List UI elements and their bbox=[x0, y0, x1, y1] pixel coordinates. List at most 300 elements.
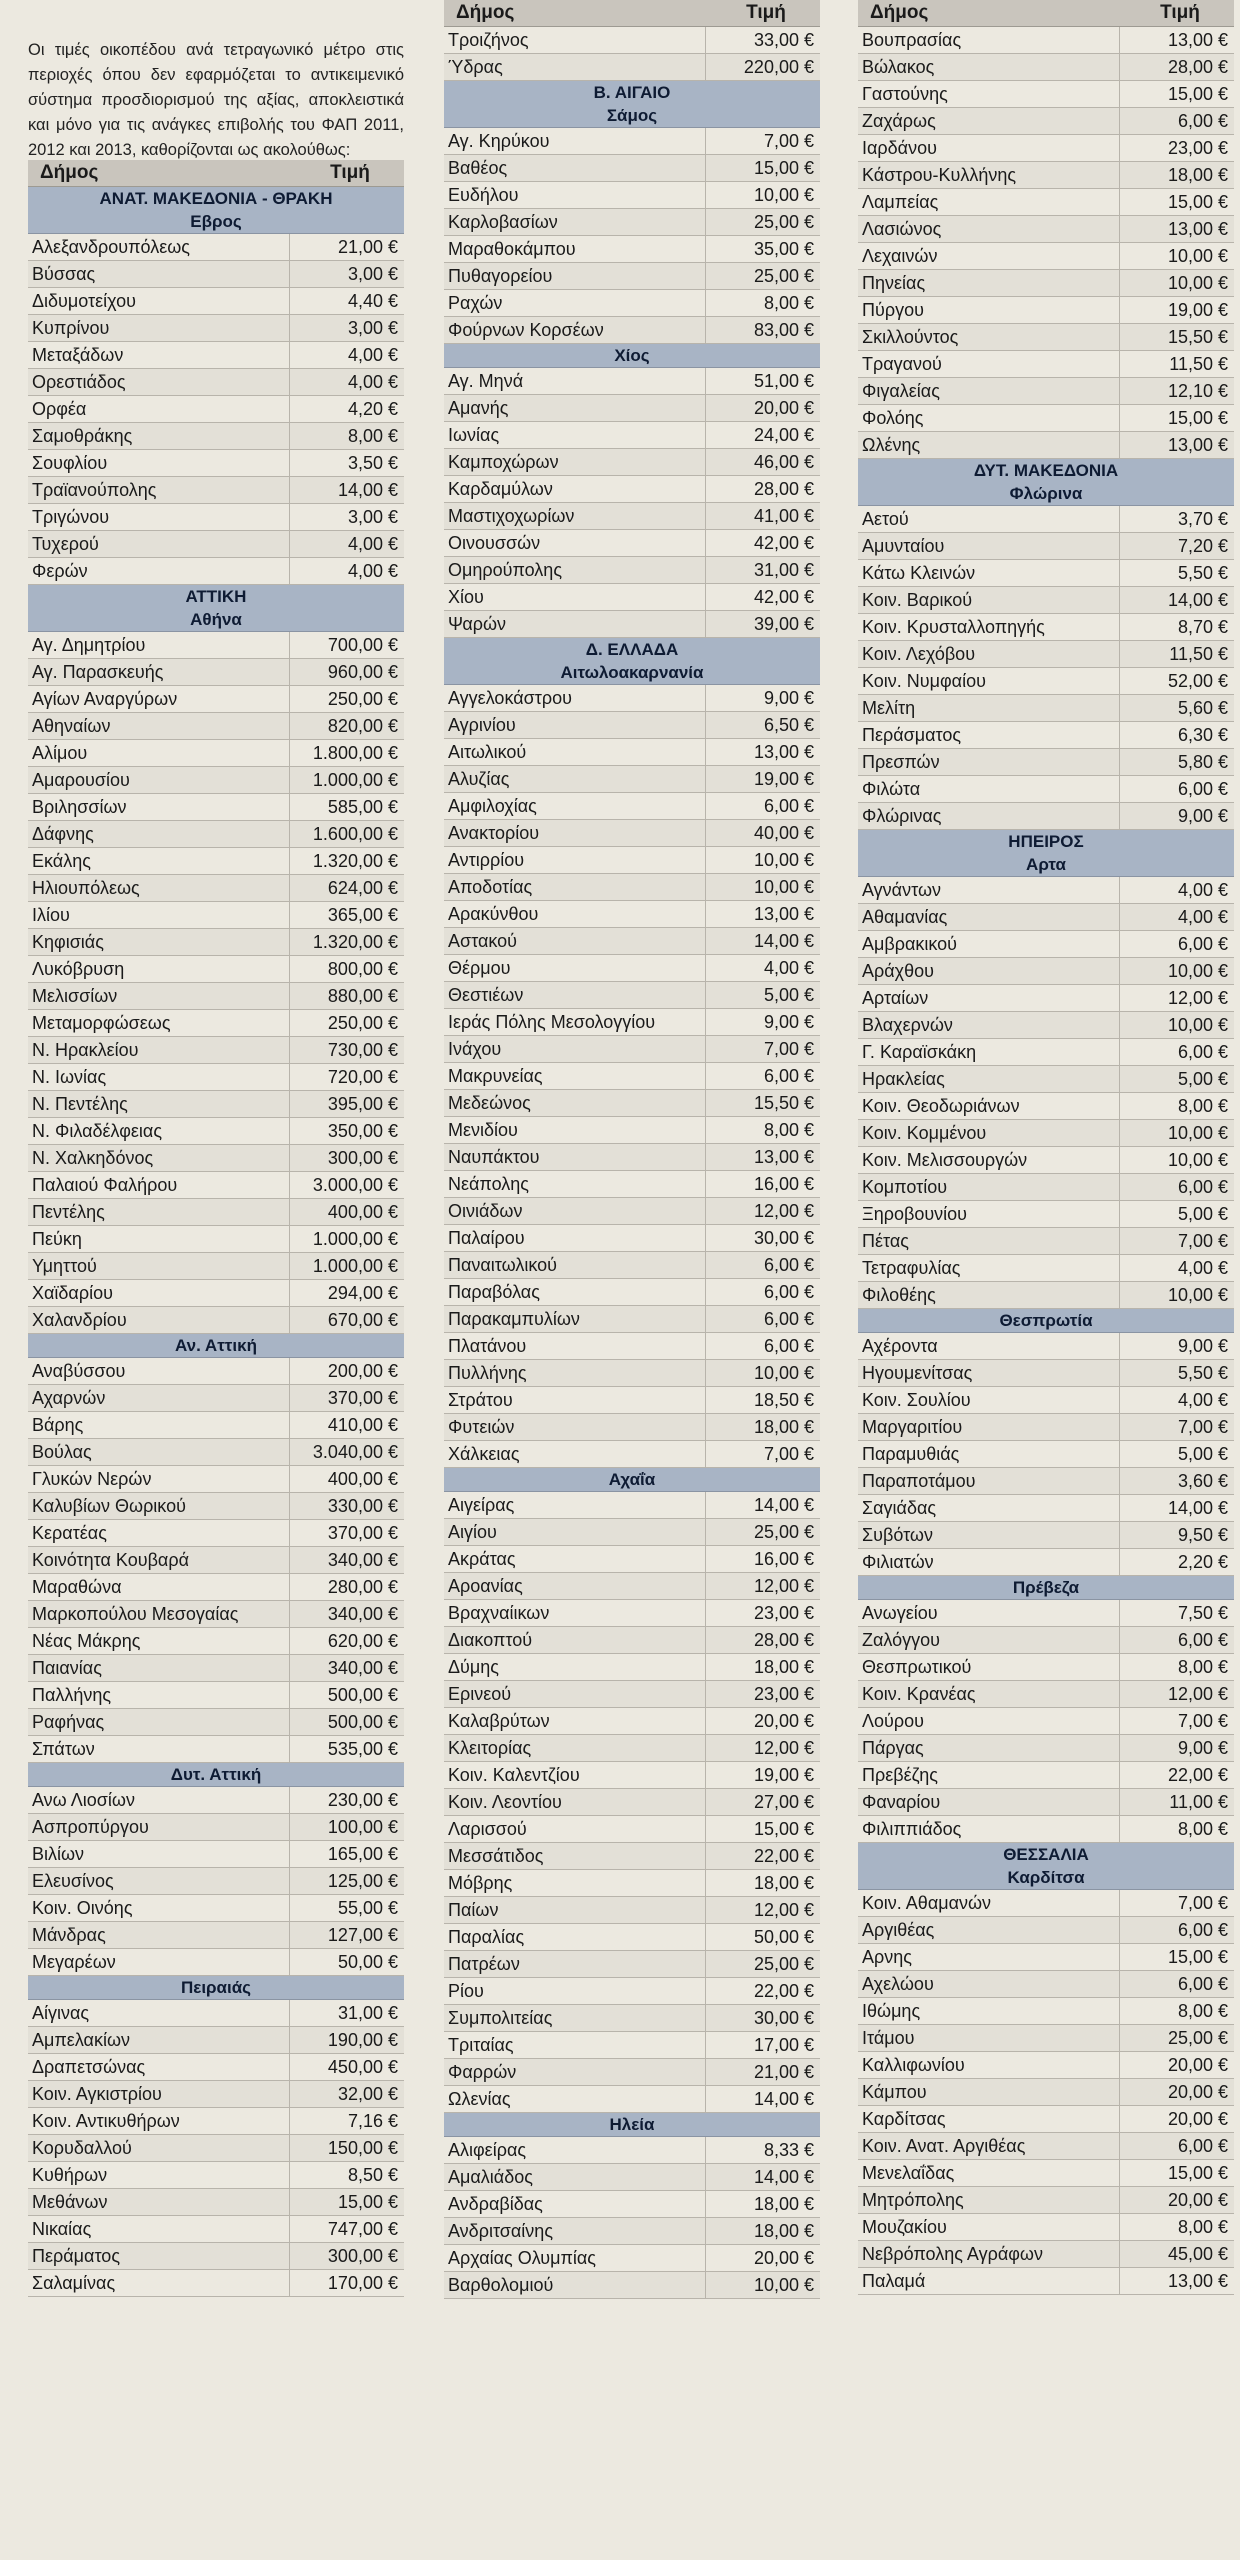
price-value: 7,00 € bbox=[763, 131, 814, 151]
municipality-name: Καρδίτσας bbox=[858, 2106, 1120, 2132]
price-value: 55,00 € bbox=[337, 1898, 398, 1918]
price-value: 5,00 € bbox=[1177, 1444, 1228, 1464]
table-row bbox=[444, 209, 820, 236]
municipality-name: Φολόης bbox=[858, 405, 1120, 431]
price-value: 6,00 € bbox=[763, 1066, 814, 1086]
table-row bbox=[858, 506, 1234, 533]
table-row bbox=[444, 1627, 820, 1654]
price-value: 10,00 € bbox=[753, 185, 814, 205]
municipality-name: Πυλλήνης bbox=[444, 1360, 706, 1386]
section-subtitle: Αιτωλοακαρνανία bbox=[560, 663, 704, 682]
price-value: 10,00 € bbox=[753, 1363, 814, 1383]
municipality-name: Κοιν. Θεοδωριάνων bbox=[858, 1093, 1120, 1119]
column-3 bbox=[858, 0, 1234, 2295]
table-row bbox=[444, 1924, 820, 1951]
municipality-name: Λυκόβρυση bbox=[28, 956, 290, 982]
municipality-name: Αροανίας bbox=[444, 1573, 706, 1599]
municipality-name: Παιανίας bbox=[28, 1655, 290, 1681]
section-header bbox=[858, 1309, 1234, 1333]
table-header bbox=[858, 0, 1234, 27]
table-row bbox=[444, 2032, 820, 2059]
price-value: 6,00 € bbox=[763, 1282, 814, 1302]
municipality-name: Ηγουμενίτσας bbox=[858, 1360, 1120, 1386]
table-row bbox=[858, 1228, 1234, 1255]
table-row bbox=[444, 2005, 820, 2032]
table-row bbox=[28, 1226, 404, 1253]
municipality-name: Ζαλόγγου bbox=[858, 1627, 1120, 1653]
municipality-name: Κοιν. Κομμένου bbox=[858, 1120, 1120, 1146]
table-row bbox=[858, 432, 1234, 459]
municipality-name: Κοιν. Λεχόβου bbox=[858, 641, 1120, 667]
municipality-name: Ωλενίας bbox=[444, 2086, 706, 2112]
table-row bbox=[858, 668, 1234, 695]
price-value: 13,00 € bbox=[1167, 30, 1228, 50]
municipality-name: Αγ. Δημητρίου bbox=[28, 632, 290, 658]
price-value: 10,00 € bbox=[1167, 1123, 1228, 1143]
municipality-name: Σκιλλούντος bbox=[858, 324, 1120, 350]
municipality-name: Καρλοβασίων bbox=[444, 209, 706, 235]
table-row bbox=[28, 1037, 404, 1064]
table-row bbox=[28, 686, 404, 713]
table-row bbox=[444, 2245, 820, 2272]
price-value: 9,00 € bbox=[763, 688, 814, 708]
price-value: 8,00 € bbox=[1177, 1096, 1228, 1116]
municipality-name: Παραποτάμου bbox=[858, 1468, 1120, 1494]
table-row bbox=[444, 1441, 820, 1468]
municipality-name: Βραχναίικων bbox=[444, 1600, 706, 1626]
municipality-name: Μελισσίων bbox=[28, 983, 290, 1009]
municipality-name: Αράχθου bbox=[858, 958, 1120, 984]
section-rows bbox=[28, 2000, 404, 2297]
municipality-name: Αιγείρας bbox=[444, 1492, 706, 1518]
table-row bbox=[858, 695, 1234, 722]
municipality-name: Ρίου bbox=[444, 1978, 706, 2004]
municipality-name: Ξηροβουνίου bbox=[858, 1201, 1120, 1227]
table-row bbox=[28, 794, 404, 821]
price-value: 42,00 € bbox=[753, 533, 814, 553]
table-row bbox=[28, 1280, 404, 1307]
municipality-name: Ορεστιάδος bbox=[28, 369, 290, 395]
table-row bbox=[858, 27, 1234, 54]
municipality-name: Φαρρών bbox=[444, 2059, 706, 2085]
table-row bbox=[858, 1360, 1234, 1387]
municipality-name: Αμβρακικού bbox=[858, 931, 1120, 957]
table-row bbox=[858, 2268, 1234, 2295]
price-value: 12,00 € bbox=[753, 1738, 814, 1758]
municipality-name: Κοιν. Λεοντίου bbox=[444, 1789, 706, 1815]
price-value: 8,00 € bbox=[1177, 1819, 1228, 1839]
header-price: Τιμή bbox=[330, 162, 370, 183]
table-row bbox=[858, 2133, 1234, 2160]
municipality-name: Σουφλίου bbox=[28, 450, 290, 476]
municipality-name: Κοιν. Βαρικού bbox=[858, 587, 1120, 613]
municipality-name: Χαλανδρίου bbox=[28, 1307, 290, 1333]
price-value: 28,00 € bbox=[753, 479, 814, 499]
price-value: 15,00 € bbox=[1167, 84, 1228, 104]
price-value: 500,00 € bbox=[327, 1685, 398, 1705]
price-value: 6,00 € bbox=[763, 1255, 814, 1275]
table-row bbox=[444, 236, 820, 263]
table-row bbox=[444, 584, 820, 611]
price-value: 3,50 € bbox=[347, 453, 398, 473]
price-value: 41,00 € bbox=[753, 506, 814, 526]
municipality-name: Κοιν. Κρυσταλλοπηγής bbox=[858, 614, 1120, 640]
table-row bbox=[28, 1412, 404, 1439]
table-row bbox=[444, 1843, 820, 1870]
price-value: 19,00 € bbox=[753, 769, 814, 789]
municipality-name: Πρεβέζης bbox=[858, 1762, 1120, 1788]
price-value: 340,00 € bbox=[327, 1658, 398, 1678]
table-row bbox=[28, 1466, 404, 1493]
section-title: Δυτ. Αττική bbox=[170, 1765, 262, 1784]
price-value: 7,20 € bbox=[1177, 536, 1228, 556]
table-row bbox=[444, 1009, 820, 1036]
municipality-name: Τετραφυλίας bbox=[858, 1255, 1120, 1281]
price-value: 220,00 € bbox=[743, 57, 814, 77]
column-2 bbox=[444, 0, 820, 2299]
table-row bbox=[28, 558, 404, 585]
table-row bbox=[858, 1654, 1234, 1681]
municipality-name: Εκάλης bbox=[28, 848, 290, 874]
table-row bbox=[858, 641, 1234, 668]
price-value: 4,00 € bbox=[1177, 907, 1228, 927]
municipality-name: Κοιν. Ανατ. Αργιθέας bbox=[858, 2133, 1120, 2159]
table-row bbox=[444, 476, 820, 503]
municipality-name: Αρνης bbox=[858, 1944, 1120, 1970]
price-value: 15,00 € bbox=[1167, 2163, 1228, 2183]
municipality-name: Δάφνης bbox=[28, 821, 290, 847]
table-row bbox=[444, 1225, 820, 1252]
municipality-name: Μεταμορφώσεως bbox=[28, 1010, 290, 1036]
section-rows bbox=[28, 1787, 404, 1976]
table-row bbox=[28, 713, 404, 740]
municipality-name: Ιτάμου bbox=[858, 2025, 1120, 2051]
municipality-name: Διδυμοτείχου bbox=[28, 288, 290, 314]
table-row bbox=[858, 1998, 1234, 2025]
price-value: 45,00 € bbox=[1167, 2244, 1228, 2264]
price-value: 3,60 € bbox=[1177, 1471, 1228, 1491]
table-row bbox=[444, 1546, 820, 1573]
price-value: 25,00 € bbox=[753, 1522, 814, 1542]
municipality-name: Ηλιουπόλεως bbox=[28, 875, 290, 901]
price-value: 450,00 € bbox=[327, 2057, 398, 2077]
price-value: 11,50 € bbox=[1169, 354, 1228, 374]
table-row bbox=[444, 1171, 820, 1198]
municipality-name: Βαρθολομιού bbox=[444, 2272, 706, 2298]
price-value: 340,00 € bbox=[327, 1550, 398, 1570]
table-row bbox=[444, 1306, 820, 1333]
municipality-name: Αιτωλικού bbox=[444, 739, 706, 765]
table-row bbox=[444, 27, 820, 54]
price-value: 18,00 € bbox=[753, 2221, 814, 2241]
section-title: ΗΠΕΙΡΟΣ bbox=[1008, 832, 1084, 851]
price-value: 42,00 € bbox=[753, 587, 814, 607]
price-value: 12,00 € bbox=[753, 1576, 814, 1596]
section-rows bbox=[28, 632, 404, 1334]
table-row bbox=[28, 1118, 404, 1145]
price-value: 6,00 € bbox=[1177, 1920, 1228, 1940]
municipality-name: Λασιώνος bbox=[858, 216, 1120, 242]
table-row bbox=[858, 1066, 1234, 1093]
municipality-name: Ζαχάρως bbox=[858, 108, 1120, 134]
table-row bbox=[858, 877, 1234, 904]
section-rows bbox=[858, 877, 1234, 1309]
table-row bbox=[28, 659, 404, 686]
table-row bbox=[28, 1385, 404, 1412]
municipality-name: Φιλιατών bbox=[858, 1549, 1120, 1575]
municipality-name: Κοινότητα Κουβαρά bbox=[28, 1547, 290, 1573]
municipality-name: Αργιθέας bbox=[858, 1917, 1120, 1943]
price-value: 6,00 € bbox=[1177, 934, 1228, 954]
table-row bbox=[858, 2025, 1234, 2052]
table-row bbox=[858, 378, 1234, 405]
price-value: 12,00 € bbox=[1167, 988, 1228, 1008]
price-value: 4,00 € bbox=[347, 561, 398, 581]
price-value: 31,00 € bbox=[753, 560, 814, 580]
table-row bbox=[444, 1816, 820, 1843]
price-value: 5,50 € bbox=[1177, 1363, 1228, 1383]
table-row bbox=[444, 1387, 820, 1414]
price-value: 1.600,00 € bbox=[312, 824, 398, 844]
price-value: 747,00 € bbox=[327, 2219, 398, 2239]
municipality-name: Βύσσας bbox=[28, 261, 290, 287]
table-row bbox=[858, 1174, 1234, 1201]
table-row bbox=[858, 297, 1234, 324]
price-value: 6,00 € bbox=[1177, 1042, 1228, 1062]
price-value: 14,00 € bbox=[753, 2089, 814, 2109]
municipality-name: Μητρόπολης bbox=[858, 2187, 1120, 2213]
table-row bbox=[28, 1253, 404, 1280]
municipality-name: Ελευσίνος bbox=[28, 1868, 290, 1894]
table-row bbox=[858, 216, 1234, 243]
price-value: 6,30 € bbox=[1177, 725, 1228, 745]
municipality-name: Φούρνων Κορσέων bbox=[444, 317, 706, 343]
price-value: 200,00 € bbox=[327, 1361, 398, 1381]
municipality-name: Μαστιχοχωρίων bbox=[444, 503, 706, 529]
municipality-name: Πύργου bbox=[858, 297, 1120, 323]
price-value: 21,00 € bbox=[337, 237, 398, 257]
price-value: 960,00 € bbox=[327, 662, 398, 682]
header-name: Δήμος bbox=[456, 2, 515, 23]
municipality-name: Κυθήρων bbox=[28, 2162, 290, 2188]
table-row bbox=[444, 982, 820, 1009]
table-row bbox=[858, 81, 1234, 108]
table-row bbox=[444, 1573, 820, 1600]
price-value: 27,00 € bbox=[753, 1792, 814, 1812]
municipality-name: Νικαίας bbox=[28, 2216, 290, 2242]
price-value: 24,00 € bbox=[753, 425, 814, 445]
municipality-name: Βριλησσίων bbox=[28, 794, 290, 820]
municipality-name: Βώλακος bbox=[858, 54, 1120, 80]
price-value: 230,00 € bbox=[327, 1790, 398, 1810]
price-value: 10,00 € bbox=[753, 850, 814, 870]
municipality-name: Στράτου bbox=[444, 1387, 706, 1413]
table-row bbox=[28, 1682, 404, 1709]
section-rows bbox=[28, 234, 404, 585]
price-value: 4,20 € bbox=[347, 399, 398, 419]
table-row bbox=[858, 1735, 1234, 1762]
municipality-name: Παραμυθιάς bbox=[858, 1441, 1120, 1467]
table-row bbox=[858, 351, 1234, 378]
municipality-name: Μαραθώνα bbox=[28, 1574, 290, 1600]
table-row bbox=[28, 369, 404, 396]
municipality-name: Υμηττού bbox=[28, 1253, 290, 1279]
municipality-name: Τριταίας bbox=[444, 2032, 706, 2058]
price-value: 15,50 € bbox=[1167, 327, 1228, 347]
municipality-name: Πάργας bbox=[858, 1735, 1120, 1761]
table-row bbox=[28, 1064, 404, 1091]
price-value: 7,16 € bbox=[347, 2111, 398, 2131]
municipality-name: Καμποχώρων bbox=[444, 449, 706, 475]
table-row bbox=[858, 1282, 1234, 1309]
table-row bbox=[28, 288, 404, 315]
table-row bbox=[28, 423, 404, 450]
section-title: ΔΥΤ. ΜΑΚΕΔΟΝΙΑ bbox=[973, 461, 1119, 480]
table-row bbox=[444, 1144, 820, 1171]
municipality-name: Αμανής bbox=[444, 395, 706, 421]
table-row bbox=[28, 1199, 404, 1226]
table-row bbox=[858, 2187, 1234, 2214]
municipality-name: Βάρης bbox=[28, 1412, 290, 1438]
table-row bbox=[28, 2189, 404, 2216]
municipality-name: Νέας Μάκρης bbox=[28, 1628, 290, 1654]
price-value: 7,00 € bbox=[1177, 1231, 1228, 1251]
table-row bbox=[28, 929, 404, 956]
table-row bbox=[444, 2059, 820, 2086]
table-row bbox=[28, 1628, 404, 1655]
municipality-name: Κοιν. Αγκιστρίου bbox=[28, 2081, 290, 2107]
municipality-name: Χίου bbox=[444, 584, 706, 610]
table-row bbox=[858, 2052, 1234, 2079]
price-value: 5,60 € bbox=[1177, 698, 1228, 718]
municipality-name: Νεβρόπολης Αγράφων bbox=[858, 2241, 1120, 2267]
table-row bbox=[444, 155, 820, 182]
price-value: 3,00 € bbox=[347, 318, 398, 338]
section-subtitle: Φλώρινα bbox=[1009, 484, 1083, 503]
price-value: 395,00 € bbox=[327, 1094, 398, 1114]
price-value: 535,00 € bbox=[327, 1739, 398, 1759]
table-row bbox=[28, 1091, 404, 1118]
price-value: 15,00 € bbox=[753, 158, 814, 178]
municipality-name: Δραπετσώνας bbox=[28, 2054, 290, 2080]
municipality-name: Παλαίρου bbox=[444, 1225, 706, 1251]
municipality-name: Αμαρουσίου bbox=[28, 767, 290, 793]
table-row bbox=[28, 2081, 404, 2108]
section-title: Β. ΑΙΓΑΙΟ bbox=[593, 83, 671, 102]
table-row bbox=[444, 1870, 820, 1897]
table-row bbox=[444, 1063, 820, 1090]
price-value: 1.320,00 € bbox=[312, 932, 398, 952]
price-value: 7,00 € bbox=[763, 1444, 814, 1464]
table-row bbox=[858, 2106, 1234, 2133]
section-header bbox=[28, 1763, 404, 1787]
municipality-name: Κοιν. Μελισσουργών bbox=[858, 1147, 1120, 1173]
municipality-name: Αλυζίας bbox=[444, 766, 706, 792]
table-row bbox=[444, 2218, 820, 2245]
table-row bbox=[444, 1708, 820, 1735]
section-header bbox=[444, 2113, 820, 2137]
table-row bbox=[28, 632, 404, 659]
price-value: 9,00 € bbox=[763, 1012, 814, 1032]
price-value: 7,00 € bbox=[1177, 1417, 1228, 1437]
table-row bbox=[858, 776, 1234, 803]
table-row bbox=[444, 1978, 820, 2005]
price-value: 20,00 € bbox=[753, 1711, 814, 1731]
municipality-name: Λεχαινών bbox=[858, 243, 1120, 269]
municipality-name: Ερινεού bbox=[444, 1681, 706, 1707]
price-value: 10,00 € bbox=[1167, 961, 1228, 981]
table-row bbox=[444, 395, 820, 422]
header-price: Τιμή bbox=[1160, 2, 1200, 23]
table-row bbox=[28, 1547, 404, 1574]
price-value: 730,00 € bbox=[327, 1040, 398, 1060]
section-title: Αχαΐα bbox=[608, 1470, 656, 1489]
price-value: 670,00 € bbox=[327, 1310, 398, 1330]
table-row bbox=[28, 2108, 404, 2135]
section-rows bbox=[858, 27, 1234, 459]
municipality-name: Αντιρρίου bbox=[444, 847, 706, 873]
price-value: 21,00 € bbox=[753, 2062, 814, 2082]
municipality-name: Σαλαμίνας bbox=[28, 2270, 290, 2296]
table-row bbox=[858, 1387, 1234, 1414]
price-value: 25,00 € bbox=[753, 1954, 814, 1974]
table-row bbox=[444, 766, 820, 793]
table-row bbox=[858, 1681, 1234, 1708]
municipality-name: Νεάπολης bbox=[444, 1171, 706, 1197]
table-row bbox=[28, 2135, 404, 2162]
municipality-name: Γ. Καραϊσκάκη bbox=[858, 1039, 1120, 1065]
table-row bbox=[28, 1814, 404, 1841]
table-row bbox=[444, 2164, 820, 2191]
price-value: 18,00 € bbox=[1167, 165, 1228, 185]
table-row bbox=[858, 324, 1234, 351]
municipality-name: Ν. Ηρακλείου bbox=[28, 1037, 290, 1063]
price-value: 7,00 € bbox=[1177, 1711, 1228, 1731]
table-row bbox=[858, 904, 1234, 931]
municipality-name: Παλαιού Φαλήρου bbox=[28, 1172, 290, 1198]
table-row bbox=[444, 2137, 820, 2164]
municipality-name: Ευδήλου bbox=[444, 182, 706, 208]
price-value: 340,00 € bbox=[327, 1604, 398, 1624]
price-value: 410,00 € bbox=[327, 1415, 398, 1435]
municipality-name: Αποδοτίας bbox=[444, 874, 706, 900]
table-row bbox=[858, 1414, 1234, 1441]
municipality-name: Παλλήνης bbox=[28, 1682, 290, 1708]
section-subtitle: Αθήνα bbox=[190, 610, 242, 629]
price-value: 280,00 € bbox=[327, 1577, 398, 1597]
price-value: 4,00 € bbox=[347, 372, 398, 392]
municipality-name: Αλίμου bbox=[28, 740, 290, 766]
table-row bbox=[28, 1145, 404, 1172]
section-header bbox=[28, 187, 404, 234]
table-row bbox=[28, 1655, 404, 1682]
price-value: 51,00 € bbox=[753, 371, 814, 391]
municipality-name: Ανδριτσαίνης bbox=[444, 2218, 706, 2244]
municipality-name: Αγ. Κηρύκου bbox=[444, 128, 706, 154]
municipality-name: Σαμοθράκης bbox=[28, 423, 290, 449]
section-subtitle: Αρτα bbox=[1026, 855, 1066, 874]
table-row bbox=[858, 958, 1234, 985]
municipality-name: Ιωνίας bbox=[444, 422, 706, 448]
table-row bbox=[858, 1971, 1234, 1998]
table-row bbox=[858, 1012, 1234, 1039]
table-row bbox=[444, 1414, 820, 1441]
municipality-name: Φαναρίου bbox=[858, 1789, 1120, 1815]
section-title: Πειραιάς bbox=[180, 1978, 252, 1997]
municipality-name: Καλαβρύτων bbox=[444, 1708, 706, 1734]
table-row bbox=[858, 1890, 1234, 1917]
table-row bbox=[444, 1735, 820, 1762]
